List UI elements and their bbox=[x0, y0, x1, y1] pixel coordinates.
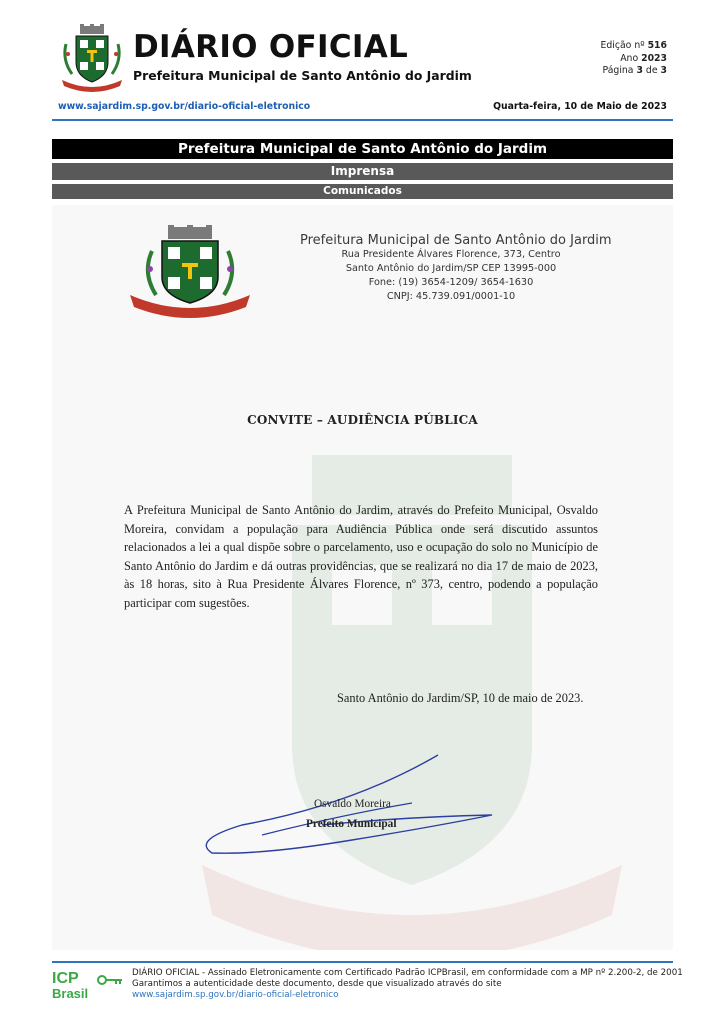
icp-logo-top-text: ICP bbox=[52, 970, 79, 987]
header-divider bbox=[52, 119, 673, 121]
footer-website-link[interactable]: www.sajardim.sp.gov.br/diario-oficial-eletronico bbox=[132, 990, 339, 1000]
publication-title: DIÁRIO OFICIAL bbox=[133, 29, 409, 65]
publication-date: Quarta-feira, 10 de Maio de 2023 bbox=[493, 101, 667, 112]
footer-text-block bbox=[132, 968, 683, 1001]
signer-title: Prefeito Municipal bbox=[306, 818, 397, 830]
edition-label: Edição nº bbox=[600, 40, 645, 51]
letterhead-address: Rua Presidente Álvares Florence, 373, Centro bbox=[341, 249, 561, 260]
letterhead-coat-of-arms bbox=[124, 225, 256, 321]
letter-heading: CONVITE – AUDIÊNCIA PÚBLICA bbox=[247, 413, 478, 427]
scanned-letter bbox=[52, 205, 673, 950]
year-label: Ano bbox=[620, 52, 639, 64]
page-label: Página bbox=[602, 65, 634, 76]
letter-body: A Prefeitura Municipal de Santo Antônio do Jardim, através do Prefeito Municipal, Osvaldo Moreira, convidam a população para Audiência Pública onde será discutido assuntos relacionados a lei a qual dispõe sobre o parcelamento, uso e ocupação do solo no Município de Santo Antônio do Jardim e dá outras providências, que se realizará no dia 17 de maio de 2023, às 18 horas, sito à Rua Presidente Álvares Florence, nº 373, centro, podendo a população participar com sugestões. bbox=[124, 503, 598, 610]
header-website-link[interactable]: www.sajardim.sp.gov.br/diario-oficial-eletronico bbox=[58, 101, 311, 112]
icp-brasil-logo bbox=[52, 968, 126, 1000]
category-bar: Imprensa bbox=[52, 163, 673, 180]
edition-number: 516 bbox=[647, 40, 667, 51]
footer-divider bbox=[52, 961, 673, 963]
letter-place-date: Santo Antônio do Jardim/SP, 10 de maio de 2023. bbox=[337, 691, 584, 705]
letterhead-cnpj: CNPJ: 45.739.091/0001-10 bbox=[386, 291, 516, 302]
letterhead-address-block bbox=[300, 233, 612, 304]
footer-line-2: Garantimos a autenticidade deste documento, desde que visualizado através do site bbox=[132, 979, 502, 989]
municipal-coat-of-arms-logo bbox=[58, 24, 126, 94]
footer-line-1: DIÁRIO OFICIAL - Assinado Eletronicamente com Certificado Padrão ICPBrasil, em conformidade com a MP nº 2.200-2, de 2001 bbox=[132, 968, 683, 978]
year-number: 2023 bbox=[641, 52, 667, 64]
page-of-label: de bbox=[645, 65, 658, 76]
signer-name: Osvaldo Moreira bbox=[314, 798, 391, 810]
section-title-bar: Prefeitura Municipal de Santo Antônio do Jardim bbox=[52, 139, 673, 159]
publication-subtitle: Prefeitura Municipal de Santo Antônio do Jardim bbox=[133, 68, 472, 83]
letterhead-city-cep: Santo Antônio do Jardim/SP CEP 13995-000 bbox=[345, 263, 557, 274]
edition-info bbox=[601, 40, 667, 78]
page-number: 3 bbox=[636, 65, 643, 76]
letterhead-org-name: Prefeitura Municipal de Santo Antônio do Jardim bbox=[300, 233, 612, 248]
subcategory-bar: Comunicados bbox=[52, 184, 673, 199]
page-total: 3 bbox=[660, 65, 667, 76]
letterhead-phone: Fone: (19) 3654-1209/ 3654-1630 bbox=[368, 277, 534, 288]
icp-logo-bottom-text: Brasil bbox=[52, 986, 89, 1000]
